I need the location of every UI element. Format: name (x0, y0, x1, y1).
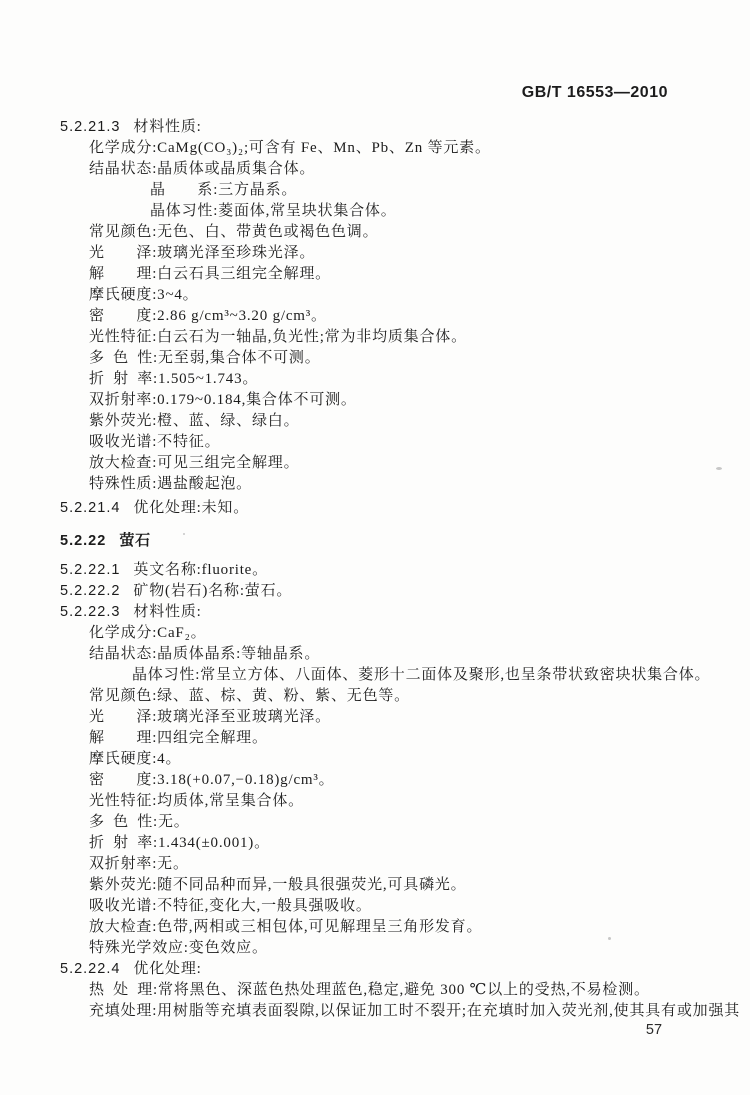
line-text: 特殊光学效应:变色效应。 (89, 940, 268, 956)
line-text: 折 射 率:1.434(±0.001)。 (89, 835, 270, 851)
line-text: 紫外荧光:橙、蓝、绿、绿白。 (89, 413, 300, 429)
scan-artifact (716, 467, 722, 470)
property-line (0, 243, 750, 264)
line-text: 晶体习性:常呈立方体、八面体、菱形十二面体及聚形,也呈条带状致密块状集合体。 (132, 667, 711, 683)
property-line (0, 938, 750, 959)
line-text: 双折射率:0.179~0.184,集合体不可测。 (89, 392, 357, 408)
property-line (0, 728, 750, 749)
line-text: 化学成分:CaMg(CO₃)₂;可含有 Fe、Mn、Pb、Zn 等元素。 (89, 140, 491, 156)
property-line (0, 201, 750, 222)
scan-artifact (608, 937, 611, 940)
scan-artifact (183, 533, 185, 535)
clause-number: 5.2.22.1 (60, 562, 121, 578)
property-line (0, 327, 750, 348)
line-text: 热 处 理:常将黑色、深蓝色热处理蓝色,稳定,避免 300 ℃以上的受热,不易检测。 (89, 982, 650, 998)
property-line (0, 749, 750, 770)
line-text: 吸收光谱:不特征,变化大,一般具强吸收。 (89, 898, 372, 914)
clause-line (0, 581, 750, 602)
property-line (0, 665, 750, 686)
clause-title: 材料性质: (133, 604, 202, 620)
line-text: 光 泽:玻璃光泽至亚玻璃光泽。 (89, 709, 331, 725)
clause-title: 英文名称:fluorite。 (133, 562, 268, 578)
clause-line (0, 602, 750, 623)
clause-title: 优化处理:未知。 (133, 500, 249, 516)
clause-title: 萤石 (119, 532, 151, 549)
clause-number: 5.2.22 (60, 533, 107, 549)
document-content (0, 117, 750, 1022)
clause-title: 矿物(岩石)名称:萤石。 (133, 583, 293, 599)
property-line (0, 474, 750, 495)
property-line (0, 917, 750, 938)
clause-number: 5.2.22.2 (60, 583, 121, 599)
clause-number: 5.2.21.3 (60, 119, 121, 135)
line-text: 多 色 性:无。 (89, 814, 190, 830)
property-line (0, 411, 750, 432)
line-text: 结晶状态:晶质体或晶质集合体。 (89, 161, 316, 177)
line-text: 常见颜色:无色、白、带黄色或褐色色调。 (89, 224, 379, 240)
property-line (0, 306, 750, 327)
line-text: 密 度:2.86 g/cm³~3.20 g/cm³。 (89, 308, 327, 324)
line-text: 晶体习性:菱面体,常呈块状集合体。 (150, 203, 397, 219)
clause-number: 5.2.22.3 (60, 604, 121, 620)
property-line (0, 707, 750, 728)
line-text: 解 理:四组完全解理。 (89, 730, 268, 746)
property-line (0, 369, 750, 390)
line-text: 晶 系:三方晶系。 (150, 182, 298, 198)
clause-line (0, 117, 750, 138)
property-line (0, 686, 750, 707)
line-text: 摩氏硬度:3~4。 (89, 287, 199, 303)
property-line (0, 222, 750, 243)
line-text: 光性特征:白云石为一轴晶,负光性;常为非均质集合体。 (89, 329, 467, 345)
clause-line (0, 560, 750, 581)
line-text: 解 理:白云石具三组完全解理。 (89, 266, 331, 282)
clause-line (0, 498, 750, 519)
property-line (0, 623, 750, 644)
line-text: 折 射 率:1.505~1.743。 (89, 371, 259, 387)
line-text: 常见颜色:绿、蓝、棕、黄、粉、紫、无色等。 (89, 688, 410, 704)
line-text: 化学成分:CaF₂。 (89, 625, 207, 641)
property-line (0, 980, 750, 1001)
property-line (0, 348, 750, 369)
property-line (0, 644, 750, 665)
line-text: 光性特征:均质体,常呈集合体。 (89, 793, 304, 809)
property-line (0, 432, 750, 453)
line-text: 吸收光谱:不特征。 (89, 434, 221, 450)
line-text: 结晶状态:晶质体晶系:等轴晶系。 (89, 646, 321, 662)
standard-code-header: GB/T 16553—2010 (521, 84, 668, 101)
property-line (0, 833, 750, 854)
line-text: 特殊性质:遇盐酸起泡。 (89, 476, 252, 492)
line-text: 放大检查:色带,两相或三相包体,可见解理呈三角形发育。 (89, 919, 483, 935)
line-text: 充填处理:用树脂等充填表面裂隙,以保证加工时不裂开;在充填时加入荧光剂,使其具有或加强其 (89, 1003, 741, 1019)
property-line (0, 453, 750, 474)
property-line (0, 264, 750, 285)
property-line (0, 285, 750, 306)
line-text: 放大检查:可见三组完全解理。 (89, 455, 300, 471)
line-text: 多 色 性:无至弱,集合体不可测。 (89, 350, 321, 366)
page-number: 57 (645, 1022, 663, 1038)
property-line (0, 875, 750, 896)
line-text: 紫外荧光:随不同品种而异,一般具很强荧光,可具磷光。 (89, 877, 467, 893)
clause-number: 5.2.22.4 (60, 961, 121, 977)
property-line (0, 854, 750, 875)
property-line (0, 770, 750, 791)
property-line (0, 1001, 750, 1022)
property-line (0, 159, 750, 180)
property-line (0, 138, 750, 159)
section-heading (0, 530, 750, 551)
property-line (0, 791, 750, 812)
line-text: 双折射率:无。 (89, 856, 189, 872)
line-text: 光 泽:玻璃光泽至珍珠光泽。 (89, 245, 316, 261)
clause-title: 材料性质: (133, 119, 202, 135)
line-text: 摩氏硬度:4。 (89, 751, 182, 767)
line-text: 密 度:3.18(+0.07,−0.18)g/cm³。 (89, 772, 335, 788)
clause-title: 优化处理: (133, 961, 202, 977)
clause-number: 5.2.21.4 (60, 500, 121, 516)
property-line (0, 812, 750, 833)
property-line (0, 896, 750, 917)
property-line (0, 390, 750, 411)
property-line (0, 180, 750, 201)
clause-line (0, 959, 750, 980)
